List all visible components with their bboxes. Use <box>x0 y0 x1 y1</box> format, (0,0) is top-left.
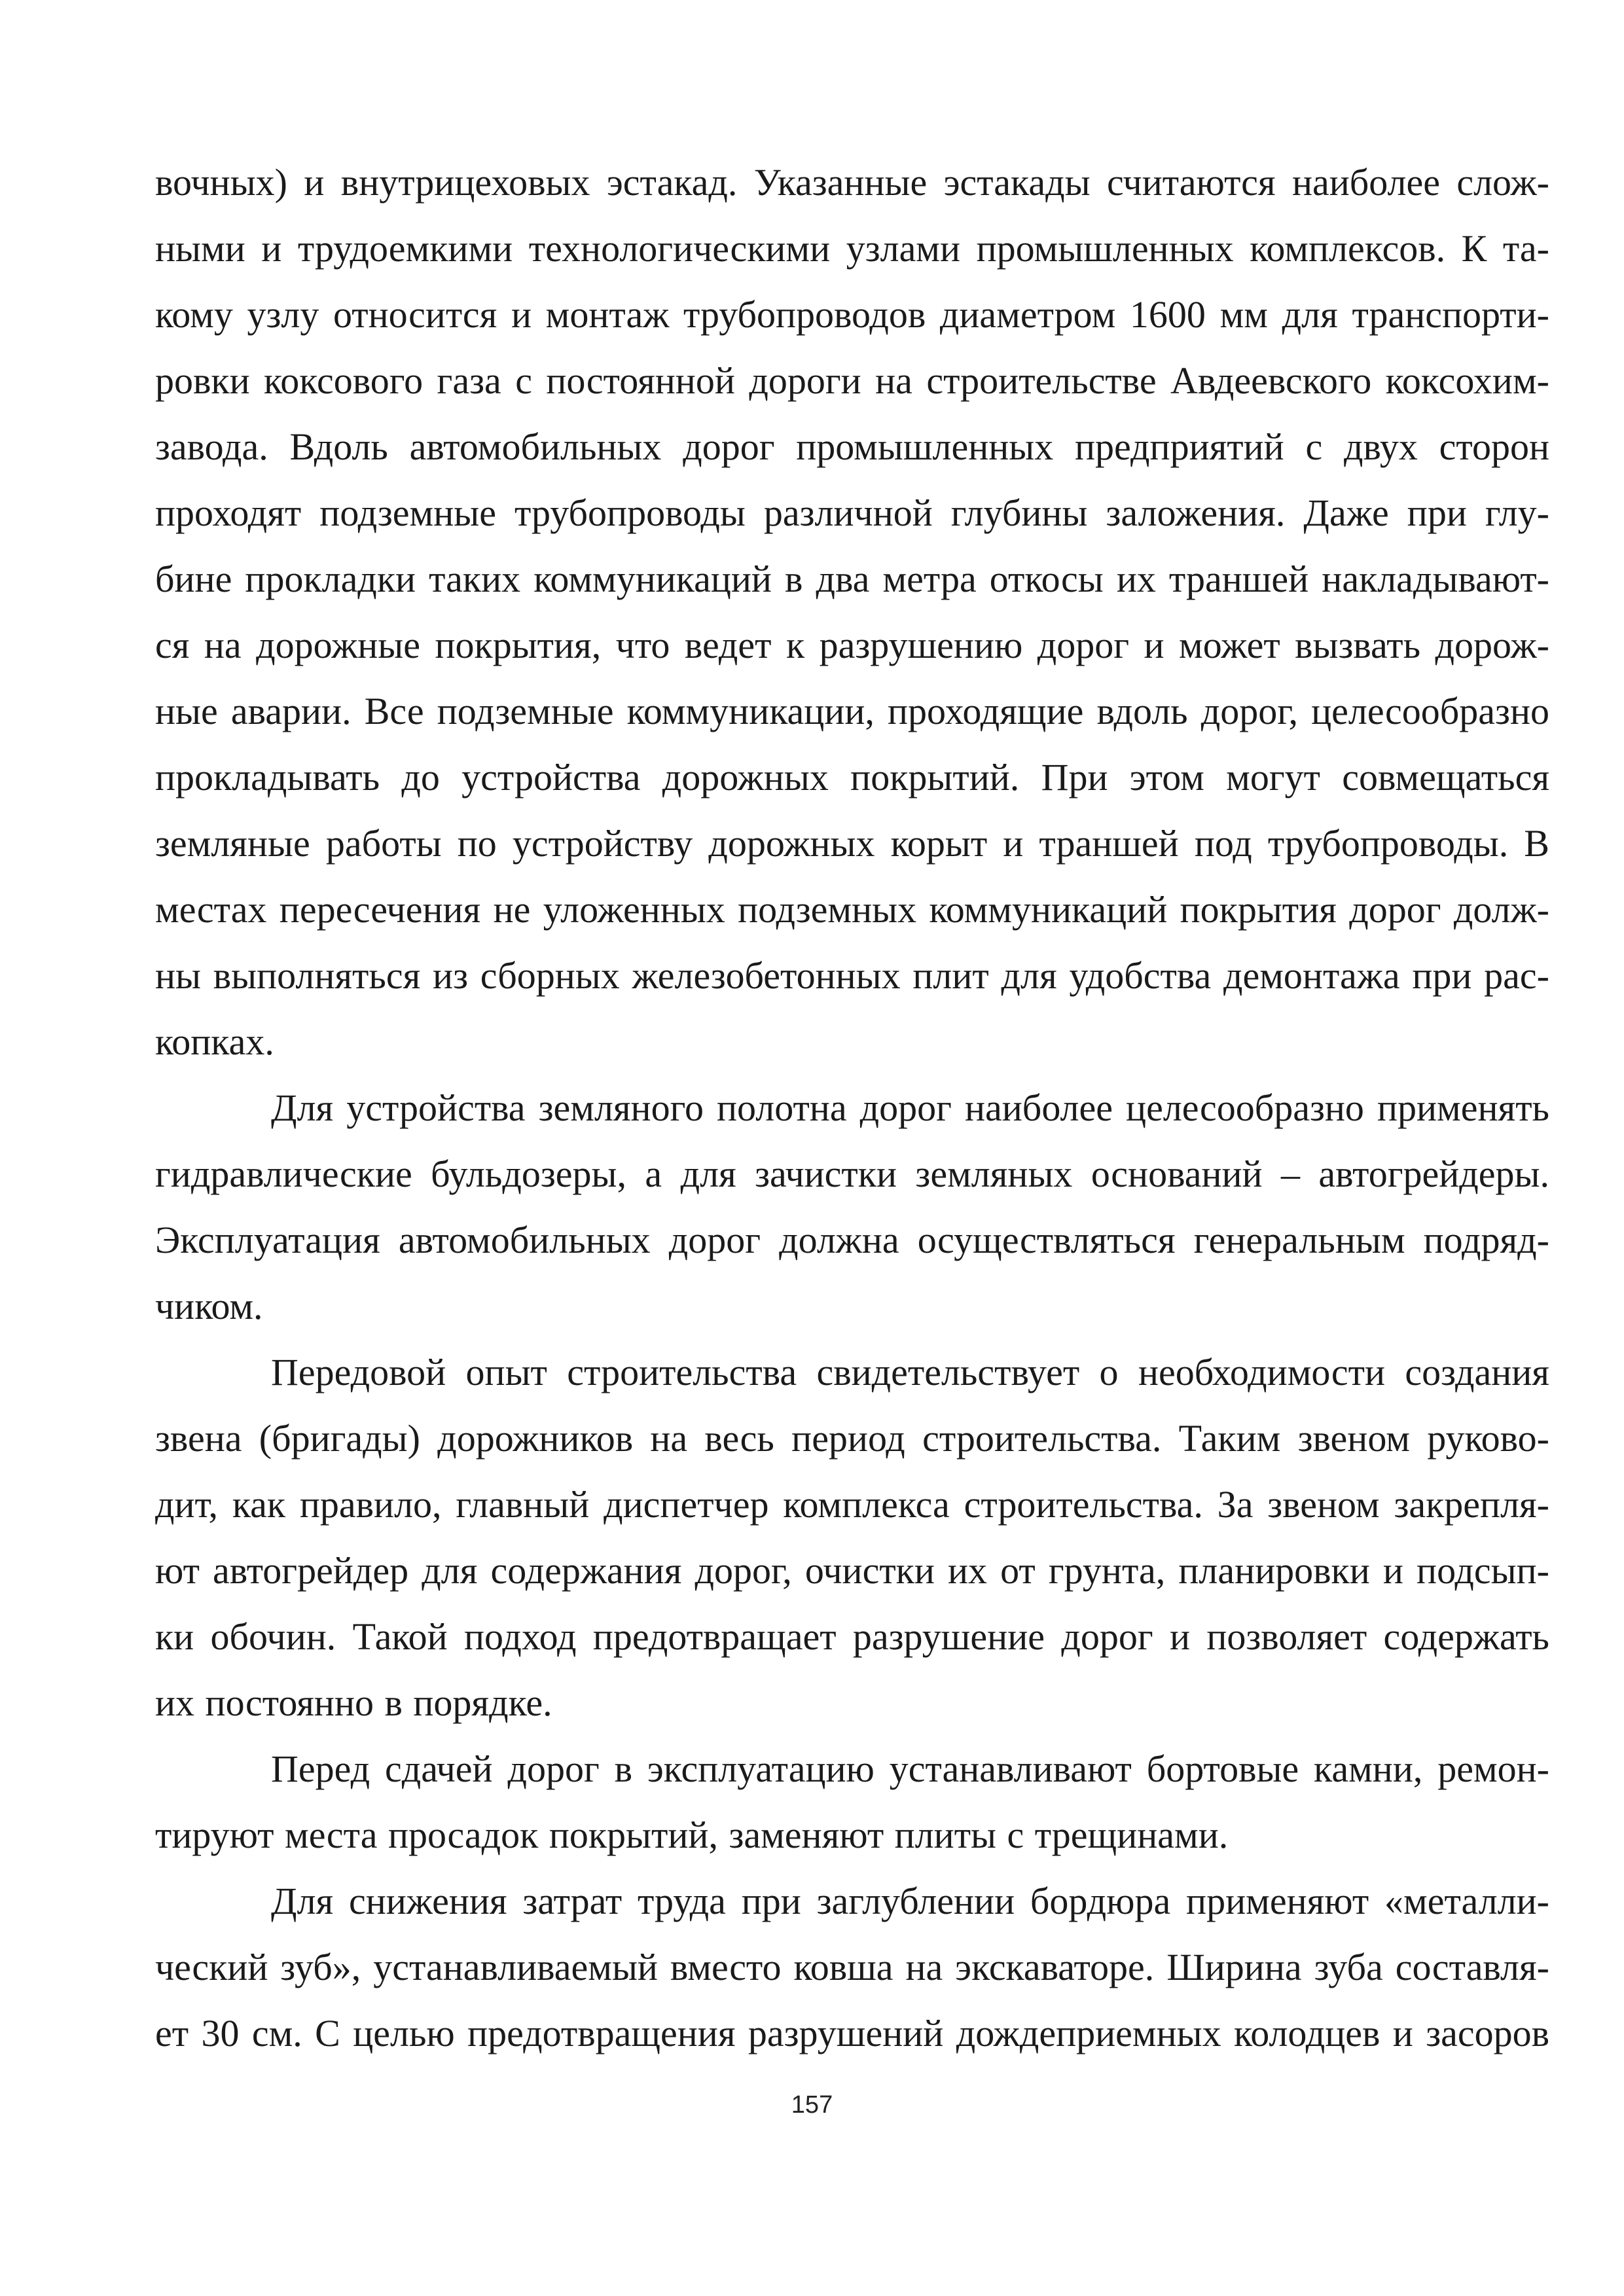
text-line: Для снижения затрат труда при заглублении бордюра применяют «металли- <box>271 1880 1549 1922</box>
text-line: чиком. <box>155 1285 263 1327</box>
body-text <box>155 149 1549 2066</box>
text-line: Передовой опыт строительства свидетельствует о необходимости создания <box>271 1351 1549 1393</box>
text-line: ные аварии. Все подземные коммуникации, проходящие вдоль дорог, целесообразно <box>155 690 1549 732</box>
text-line: ют автогрейдер для содержания дорог, очистки их от грунта, планировки и подсып- <box>155 1549 1549 1592</box>
text-line: проходят подземные трубопроводы различной глубины заложения. Даже при глу- <box>155 492 1549 534</box>
text-line: Эксплуатация автомобильных дорог должна осуществляться генеральным подряд- <box>155 1219 1549 1261</box>
text-line: земляные работы по устройству дорожных корыт и траншей под трубопроводы. В <box>155 822 1549 865</box>
text-line: вочных) и внутрицеховых эстакад. Указанные эстакады считаются наиболее слож- <box>155 161 1549 204</box>
text-line: завода. Вдоль автомобильных дорог промышленных предприятий с двух сторон <box>155 425 1549 468</box>
text-line: ны выполняться из сборных железобетонных плит для удобства демонтажа при рас- <box>155 954 1549 997</box>
text-line: Перед сдачей дорог в эксплуатацию устанавливают бортовые камни, ремон- <box>271 1748 1549 1790</box>
text-line: дит, как правило, главный диспетчер комплекса строительства. За звеном закрепля- <box>155 1483 1549 1526</box>
text-line: ки обочин. Такой подход предотвращает разрушение дорог и позволяет содержать <box>155 1615 1549 1658</box>
text-line: ет 30 см. С целью предотвращения разрушений дождеприемных колодцев и засоров <box>155 2012 1549 2054</box>
text-line: гидравлические бульдозеры, а для зачистки земляных оснований – автогрейдеры. <box>155 1153 1549 1195</box>
text-line: местах пересечения не уложенных подземных коммуникаций покрытия дорог долж- <box>155 888 1549 931</box>
text-line: ся на дорожные покрытия, что ведет к разрушению дорог и может вызвать дорож- <box>155 624 1549 666</box>
text-line: тируют места просадок покрытий, заменяют плиты с трещинами. <box>155 1814 1229 1856</box>
text-line: копках. <box>155 1020 274 1063</box>
text-line: кому узлу относится и монтаж трубопроводов диаметром 1600 мм для транспорти- <box>155 293 1549 336</box>
text-line: звена (бригады) дорожников на весь период строительства. Таким звеном руково- <box>155 1417 1549 1460</box>
text-line: Для устройства земляного полотна дорог наиболее целесообразно применять <box>271 1086 1549 1129</box>
page-number: 157 <box>791 2091 833 2119</box>
text-line: ческий зуб», устанавливаемый вместо ковша на экскаваторе. Ширина зуба составля- <box>155 1946 1549 1988</box>
text-line: их постоянно в порядке. <box>155 1681 552 1724</box>
text-line: ными и трудоемкими технологическими узлами промышленных комплексов. К та- <box>155 227 1549 270</box>
text-line: ровки коксового газа с постоянной дороги на строительстве Авдеевского коксохим- <box>155 359 1549 402</box>
text-line: прокладывать до устройства дорожных покрытий. При этом могут совмещаться <box>155 756 1549 798</box>
text-line: бине прокладки таких коммуникаций в два метра откосы их траншей накладывают- <box>155 558 1549 600</box>
